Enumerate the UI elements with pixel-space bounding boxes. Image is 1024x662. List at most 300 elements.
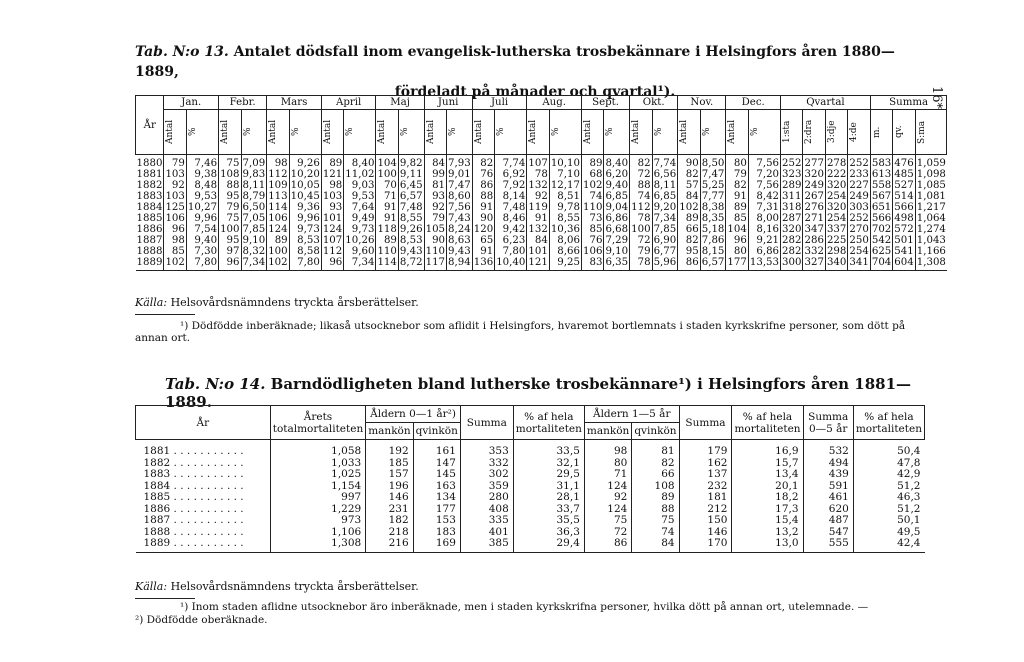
table-cell: 104 [727, 224, 747, 235]
table-cell: 231 [366, 504, 413, 516]
table-cell: 216 [366, 538, 413, 552]
table1-title-line2: fördeladt på månader och qvartal¹). [394, 84, 676, 100]
table-cell: 68 [581, 169, 603, 180]
col-female: qvinkön [413, 423, 460, 440]
month-header: Sept. [581, 96, 629, 110]
table-row [136, 492, 925, 504]
table-cell: 332 [804, 246, 824, 257]
table-cell: 112 [322, 246, 343, 257]
col-summa: Summa [460, 406, 513, 440]
table-cell: 145 [413, 469, 460, 481]
table-cell: 73 [581, 213, 603, 224]
table-cell: 136 [472, 257, 494, 271]
month-header: Dec. [726, 96, 781, 110]
sub-pct [495, 110, 527, 155]
sub-antal [164, 110, 186, 155]
table-cell: 558 [871, 180, 892, 191]
table-cell: 9,78 [549, 202, 581, 213]
table-cell: 282 [782, 235, 802, 246]
table-cell: 90 [678, 155, 700, 170]
sub-pct-label: % [701, 127, 712, 137]
sub-pct [604, 110, 630, 155]
table-cell: 232 [679, 481, 732, 493]
table-cell: 9,40 [186, 235, 218, 246]
table-cell: 702 [871, 224, 892, 235]
month-header: Okt. [630, 96, 678, 110]
table-cell: 408 [460, 504, 513, 516]
table-cell: 146 [679, 527, 732, 539]
sub-antal-label: Antal [268, 119, 279, 145]
sub-pct [241, 110, 267, 155]
table-cell: 78 [527, 169, 549, 180]
table-cell: 78 [630, 213, 652, 224]
table-cell: 71 [376, 191, 398, 202]
sub-antal-label: Antal [582, 119, 593, 145]
sub-antal [424, 110, 446, 155]
table1-label: Tab. N:o 13. [135, 44, 229, 60]
table-cell: 359 [460, 481, 513, 493]
table-cell: 7,56 [748, 155, 780, 170]
table-cell: 6,90 [653, 235, 677, 246]
table-cell: 82 [632, 458, 679, 470]
table-cell: 8,40 [344, 155, 376, 170]
sub-antal [630, 110, 652, 155]
table-cell: 7,92 [495, 180, 527, 191]
table-cell: 85 [164, 246, 186, 257]
summa-label: qv. [894, 125, 905, 139]
table-cell: 249 [849, 191, 869, 202]
table-cell: 96 [321, 257, 343, 271]
month-header: Jan. [164, 96, 219, 110]
table-cell: 75 [219, 155, 241, 170]
table-row [136, 481, 925, 493]
month-header: Mars [267, 96, 322, 110]
sub-antal [726, 110, 748, 155]
table-row [136, 191, 947, 202]
table-cell: 1,274 [916, 224, 946, 235]
table-cell: 6,35 [604, 257, 630, 271]
sub-antal [678, 110, 700, 155]
table-cell: 153 [413, 515, 460, 527]
table-cell: 71 [584, 469, 631, 481]
sub-antal-label: Antal [322, 119, 333, 145]
col-male: mankön [366, 423, 413, 440]
table-cell: 6,50 [242, 202, 266, 213]
table-cell: 96 [219, 257, 241, 271]
table-cell: 81 [632, 440, 679, 458]
table-cell: 270 [849, 224, 869, 235]
table-cell: 117 [424, 257, 446, 271]
table-cell: 79 [726, 169, 748, 180]
table-cell: 107 [527, 155, 549, 170]
table-cell: 8,00 [748, 213, 780, 224]
table-cell: 106 [268, 213, 288, 224]
table-cell: 7,10 [549, 169, 581, 180]
table-cell: 9,38 [186, 169, 218, 180]
table-cell: 89 [632, 492, 679, 504]
sub-antal-label: Antal [165, 119, 176, 145]
table-cell: 341 [848, 257, 870, 271]
table-cell: 1,106 [270, 527, 366, 539]
table-cell: 1,064 [916, 213, 946, 224]
table-cell: 82 [678, 235, 700, 246]
sub-antal-label: Antal [528, 119, 539, 145]
table-cell: 303 [849, 202, 869, 213]
table-cell: 476 [893, 155, 915, 170]
table-cell: 9,04 [605, 202, 629, 213]
table-cell: 555 [803, 538, 853, 552]
quarter-label: 3:dje [826, 120, 837, 144]
table-cell: 185 [366, 458, 413, 470]
month-header: Nov. [678, 96, 726, 110]
month-header: Juli [472, 96, 527, 110]
table-cell: 10,05 [290, 180, 320, 191]
table-cell: 323 [782, 169, 802, 180]
table-cell: 9,49 [344, 213, 376, 224]
sub-pct-label: % [605, 127, 616, 137]
table-cell: 70 [376, 180, 398, 191]
table-cell: 494 [803, 458, 853, 470]
table-cell: 973 [270, 515, 366, 527]
table-cell: 6,20 [605, 169, 629, 180]
table-cell: 100 [268, 246, 288, 257]
table-cell: 9,40 [605, 180, 629, 191]
table-cell: 50,4 [853, 440, 924, 458]
table-cell: 76 [581, 235, 603, 246]
table-cell: 276 [804, 202, 824, 213]
table-cell: 75 [584, 515, 631, 527]
table-cell: 181 [679, 492, 732, 504]
table-cell: 124 [322, 224, 343, 235]
table-cell: 10,40 [495, 257, 527, 271]
table-cell: 86 [678, 257, 700, 271]
table-cell: 9,53 [344, 191, 376, 202]
quarter-col [803, 110, 825, 155]
table-cell: 8,11 [653, 180, 677, 191]
table-cell: 267 [804, 191, 824, 202]
table-cell: 108 [632, 481, 679, 493]
table-row [136, 515, 925, 527]
table-cell: 150 [679, 515, 732, 527]
table-cell: 84 [632, 538, 679, 552]
col-age15: Åldern 1—5 år [584, 406, 679, 423]
table-cell: 66 [632, 469, 679, 481]
table-cell: 192 [366, 440, 413, 458]
table-cell: 132 [528, 180, 548, 191]
table-cell: 9,82 [398, 155, 424, 170]
table-cell: 254 [849, 246, 869, 257]
row-year: 1888 . . . . . . . . . . . [143, 525, 244, 538]
table-cell: 32,1 [513, 458, 584, 470]
sub-pct [398, 110, 424, 155]
table-cell: 9,53 [186, 191, 218, 202]
table-cell: 112 [268, 169, 288, 180]
table-cell: 10,26 [345, 235, 375, 246]
table-cell: 6,86 [748, 246, 780, 257]
sub-pct-label: % [187, 127, 198, 137]
sub-antal [472, 110, 494, 155]
sub-pct-label: % [448, 127, 459, 137]
table-cell: 72 [584, 527, 631, 539]
table-cell: 109 [268, 180, 288, 191]
mortality-by-month-table [135, 95, 947, 271]
sub-antal-label: Antal [377, 119, 388, 145]
quarter-label: 2:dra [804, 119, 815, 145]
table-cell: 10,27 [187, 202, 218, 213]
table-cell: 327 [803, 257, 825, 271]
table-cell: 8,48 [186, 180, 218, 191]
table-cell: 5,18 [701, 224, 725, 235]
table-cell: 620 [803, 504, 853, 516]
table-cell: 80 [726, 246, 748, 257]
table-cell: 7,47 [448, 180, 471, 191]
table-cell: 7,34 [344, 257, 376, 271]
table-cell: 9,36 [289, 202, 321, 213]
table-cell: 114 [268, 202, 288, 213]
col-pct-total2: % af hela mortaliteten [732, 406, 803, 440]
table-cell: 286 [804, 235, 824, 246]
table-row [136, 202, 947, 213]
table-cell: 287 [782, 213, 802, 224]
table-cell: 102 [582, 180, 603, 191]
table-cell: 31,1 [513, 481, 584, 493]
table-cell: 401 [460, 527, 513, 539]
table-cell: 353 [460, 440, 513, 458]
table-cell: 7,29 [605, 235, 629, 246]
table-cell: 121 [527, 257, 549, 271]
table-cell: 332 [460, 458, 513, 470]
table-cell: 15,4 [732, 515, 803, 527]
table-cell: 98 [321, 180, 343, 191]
table-cell: 320 [826, 202, 847, 213]
table-cell: 112 [631, 202, 651, 213]
col-male2: mankön [584, 423, 631, 440]
table-cell: 8,40 [604, 155, 630, 170]
table-cell: 1,033 [270, 458, 366, 470]
table-cell: 8,16 [748, 224, 780, 235]
row-year: 1882 [136, 180, 163, 191]
table-cell: 320 [804, 169, 824, 180]
row-year: 1882 . . . . . . . . . . . [143, 456, 244, 469]
summa-col [893, 110, 915, 155]
table-cell: 498 [894, 213, 914, 224]
table-cell: 20,1 [732, 481, 803, 493]
table-row [136, 169, 947, 180]
table-cell: 9,10 [605, 246, 629, 257]
quarter-header: Qvartal [781, 96, 871, 110]
table-cell: 254 [826, 213, 847, 224]
table-cell: 514 [894, 191, 914, 202]
table-cell: 6,85 [605, 191, 629, 202]
sub-antal-label: Antal [679, 119, 690, 145]
table-cell: 6,68 [605, 224, 629, 235]
sub-pct [700, 110, 726, 155]
table-row [136, 440, 925, 458]
table-row [136, 213, 947, 224]
row-year: 1880 [136, 158, 163, 169]
table-cell: 7,86 [701, 235, 725, 246]
table-cell: 9,25 [549, 257, 581, 271]
table-cell: 183 [413, 527, 460, 539]
table-cell: 9,96 [289, 213, 321, 224]
month-header: Juni [424, 96, 472, 110]
table-cell: 146 [366, 492, 413, 504]
table-cell: 10,45 [290, 191, 320, 202]
table-cell: 6,23 [495, 235, 527, 246]
table-cell: 161 [413, 440, 460, 458]
table-cell: 625 [871, 246, 892, 257]
table-cell: 47,8 [853, 458, 924, 470]
sub-pct-label: % [496, 127, 507, 137]
table-cell: 29,5 [513, 469, 584, 481]
table-cell: 90 [472, 213, 494, 224]
table-cell: 10,20 [290, 169, 320, 180]
table-cell: 8,32 [242, 246, 266, 257]
month-header: April [321, 96, 376, 110]
table-cell: 7,77 [701, 191, 725, 202]
col-age01: Åldern 0—1 år²) [366, 406, 461, 423]
table-cell: 132 [528, 224, 548, 235]
table-cell: 613 [871, 169, 892, 180]
sub-pct [549, 110, 581, 155]
table-cell: 91 [726, 191, 748, 202]
table-cell: 101 [322, 213, 343, 224]
table-cell: 28,1 [513, 492, 584, 504]
table-cell: 96 [164, 224, 186, 235]
row-year: 1889 [136, 257, 164, 271]
sub-pct-label: % [345, 127, 356, 137]
summa-header: Summa [870, 96, 947, 110]
table-cell: 566 [894, 202, 914, 213]
table-cell: 7,56 [448, 202, 471, 213]
table-cell: 7,30 [186, 246, 218, 257]
table-cell: 298 [826, 246, 847, 257]
table-cell: 7,09 [241, 155, 267, 170]
table-cell: 9,60 [344, 246, 376, 257]
table-cell: 9,42 [495, 224, 527, 235]
table-cell: 91 [472, 246, 494, 257]
table2-footnote1: ¹) Inom staden aflidne utsocknebor äro inberäknade, men i staden kyrkskrifna personer, hvilka dött på annan ort, utelemnade. — [180, 601, 869, 613]
table-cell: 277 [803, 155, 825, 170]
table2-source [135, 580, 419, 593]
table-cell: 114 [376, 257, 398, 271]
table-cell: 13,4 [732, 469, 803, 481]
table-cell: 282 [782, 246, 802, 257]
month-header: Aug. [527, 96, 582, 110]
table2-label: Tab. N:o 14. [165, 375, 266, 393]
table-cell: 9,21 [748, 235, 780, 246]
table-cell: 1,025 [270, 469, 366, 481]
table-cell: 8,53 [289, 235, 321, 246]
table-cell: 137 [679, 469, 732, 481]
source-label: Källa: [135, 296, 168, 309]
table-cell: 302 [460, 469, 513, 481]
table-cell: 119 [528, 202, 548, 213]
table-cell: 82 [630, 155, 652, 170]
table-cell: 13,0 [732, 538, 803, 552]
table-cell: 212 [679, 504, 732, 516]
table-cell: 84 [678, 191, 700, 202]
table-cell: 100 [220, 224, 240, 235]
sub-pct [344, 110, 376, 155]
table-cell: 99 [424, 169, 446, 180]
table-cell: 82 [726, 180, 748, 191]
table-cell: 8,06 [549, 235, 581, 246]
table-cell: 85 [726, 213, 748, 224]
table-cell: 8,35 [701, 213, 725, 224]
col-summa05: Summa 0—5 år [803, 406, 853, 440]
table1-title-line1: Antalet dödsfall inom evangelisk-lutherska trosbekännare i Helsingfors åren 1880—1889, [135, 44, 895, 80]
footnote-rule [135, 314, 195, 315]
row-year: 1888 [136, 246, 163, 257]
table-cell: 91 [527, 213, 549, 224]
table-cell: 84 [527, 235, 549, 246]
table-cell: 541 [894, 246, 914, 257]
table-cell: 72 [630, 169, 652, 180]
table-cell: 89 [678, 213, 700, 224]
table-cell: 86 [584, 538, 631, 552]
table-cell: 97 [219, 246, 241, 257]
table-cell: 162 [679, 458, 732, 470]
table-cell: 42,4 [853, 538, 924, 552]
sub-antal [321, 110, 343, 155]
table-cell: 13,53 [748, 257, 780, 271]
sub-antal [219, 110, 241, 155]
row-year: 1887 . . . . . . . . . . . [143, 514, 244, 526]
table-cell: 98 [267, 155, 289, 170]
table-cell: 227 [849, 180, 869, 191]
source-label: Källa: [135, 580, 168, 593]
table-cell: 170 [679, 538, 732, 552]
table-cell: 76 [472, 169, 494, 180]
table-cell: 75 [632, 515, 679, 527]
table1-source [135, 296, 419, 309]
table-cell: 225 [826, 235, 847, 246]
table-cell: 1,229 [270, 504, 366, 516]
table-cell: 8,15 [701, 246, 725, 257]
table-cell: 102 [164, 257, 186, 271]
table-cell: 542 [871, 235, 892, 246]
table-cell: 124 [268, 224, 288, 235]
table-cell: 8,94 [447, 257, 473, 271]
table-cell: 179 [679, 440, 732, 458]
table-cell: 311 [782, 191, 802, 202]
table-cell: 997 [270, 492, 366, 504]
table-cell: 249 [804, 180, 824, 191]
sub-antal-label: Antal [631, 119, 642, 145]
table-cell: 591 [803, 481, 853, 493]
source-text: Helsovårdsnämndens tryckta årsberättelser. [170, 580, 419, 593]
table-cell: 89 [321, 155, 343, 170]
table-cell: 9,11 [399, 169, 423, 180]
sub-antal [527, 110, 549, 155]
quarter-col [825, 110, 847, 155]
table-cell: 10,10 [549, 155, 581, 170]
summa-col [870, 110, 892, 155]
table-cell: 8,60 [448, 191, 471, 202]
table-cell: 11,02 [345, 169, 375, 180]
sub-pct-label: % [653, 127, 664, 137]
quarter-col [848, 110, 870, 155]
table-cell: 95 [219, 235, 241, 246]
table-cell: 651 [871, 202, 892, 213]
quarter-label: 4:de [849, 122, 860, 142]
table-cell: 9,96 [186, 213, 218, 224]
row-year: 1884 . . . . . . . . . . . [143, 479, 244, 492]
table-cell: 278 [825, 155, 847, 170]
table-cell: 271 [804, 213, 824, 224]
table-cell: 7,47 [701, 169, 725, 180]
